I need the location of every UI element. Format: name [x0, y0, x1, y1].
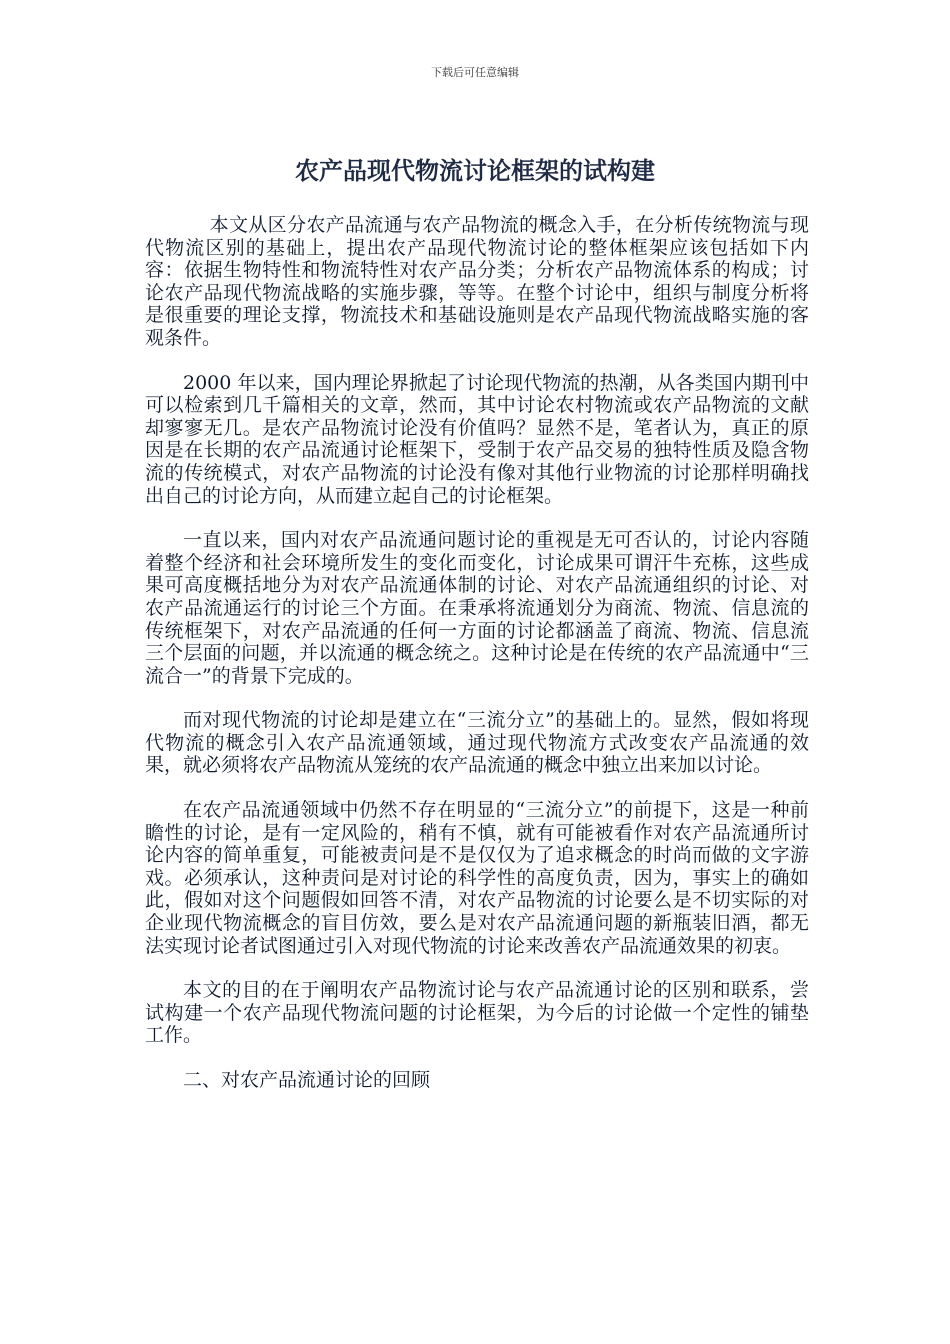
paragraph: 而对现代物流的讨论却是建立在“三流分立”的基础上的。显然，假如将现代物流的概念引入农产品流通领域，通过现代物流方式改变农产品流通的效果，就必须将农产品物流从笼统的农产品流通的概念中独立出来加以讨论。	[145, 709, 809, 777]
paragraph: 本文的目的在于阐明农产品物流讨论与农产品流通讨论的区别和联系，尝试构建一个农产品现代物流问题的讨论框架，为今后的讨论做一个定性的铺垫工作。	[145, 979, 809, 1047]
document-title: 农产品现代物流讨论框架的试构建	[295, 157, 655, 185]
header-note: 下载后可任意编辑	[431, 66, 519, 79]
paragraph: 在农产品流通领域中仍然不存在明显的“三流分立”的前提下，这是一种前瞻性的讨论，是有一定风险的，稍有不慎，就有可能被看作对农产品流通所讨论内容的简单重复，可能被责问是不是仅仅为了追求概念的时尚而做的文字游戏。必须承认，这种责问是对讨论的科学性的高度负责，因为，事实上的确如此，假如对这个问题假如回答不清，对农产品物流的讨论要么是不切实际的对企业现代物流概念的盲目仿效，要么是对农产品流通问题的新瓶装旧酒，都无法实现讨论者试图通过引入对现代物流的讨论来改善农产品流通效果的初衷。	[145, 799, 809, 957]
paragraph: 一直以来，国内对农产品流通问题讨论的重视是无可否认的，讨论内容随着整个经济和社会环境所发生的变化而变化，讨论成果可谓汗牛充栋，这些成果可高度概括地分为对农产品流通体制的讨论、对农产品流通组织的讨论、对农产品流通运行的讨论三个方面。在秉承将流通划分为商流、物流、信息流的传统框架下，对农产品流通的任何一方面的讨论都涵盖了商流、物流、信息流三个层面的问题，并以流通的概念统之。这种讨论是在传统的农产品流通中“三流合一”的背景下完成的。	[145, 529, 809, 687]
document-body	[145, 214, 809, 1092]
section-heading: 二、对农产品流通讨论的回顾	[183, 1069, 431, 1091]
paragraph: 2000 年以来，国内理论界掀起了讨论现代物流的热潮，从各类国内期刊中可以检索到几千篇相关的文章，然而，其中讨论农村物流或农产品物流的文献却寥寥无几。是农产品物流讨论没有价值吗？显然不是，笔者认为，真正的原因是在长期的农产品流通讨论框架下，受制于农产品交易的独特性质及隐含物流的传统模式，对农产品物流的讨论没有像对其他行业物流的讨论那样明确找出自己的讨论方向，从而建立起自己的讨论框架。	[145, 371, 809, 507]
paragraph-abstract: 本文从区分农产品流通与农产品物流的概念入手，在分析传统物流与现代物流区别的基础上，提出农产品现代物流讨论的整体框架应该包括如下内容：依据生物特性和物流特性对农产品分类；分析农产品物流体系的构成；讨论农产品现代物流战略的实施步骤，等等。在整个讨论中，组织与制度分析将是很重要的理论支撑，物流技术和基础设施则是农产品现代物流战略实施的客观条件。	[145, 214, 809, 349]
